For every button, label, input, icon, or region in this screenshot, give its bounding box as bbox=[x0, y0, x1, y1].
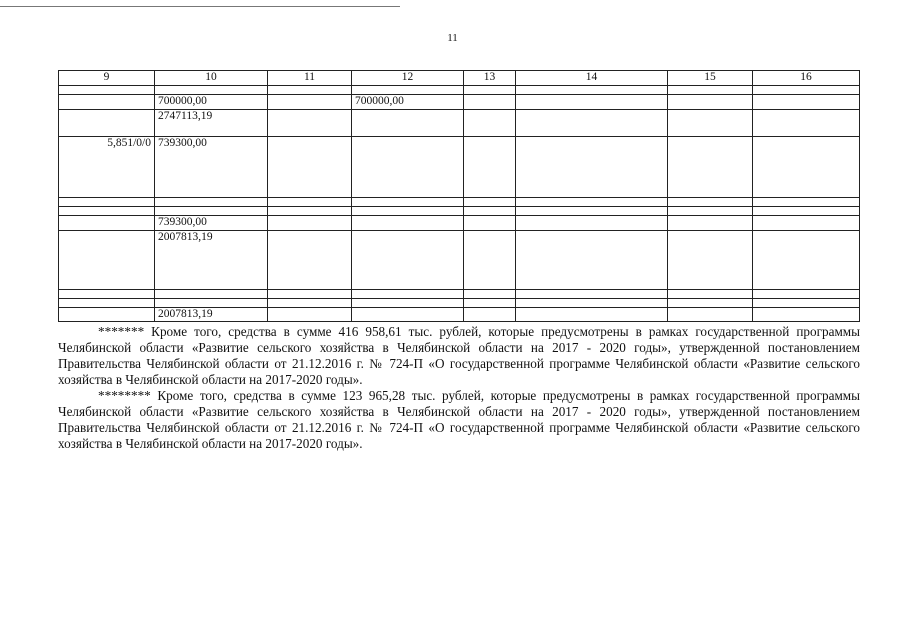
table-cell bbox=[59, 308, 155, 322]
table-cell bbox=[59, 231, 155, 290]
table-row bbox=[59, 110, 860, 137]
table-row bbox=[59, 290, 860, 299]
table-row bbox=[59, 216, 860, 231]
table-cell bbox=[668, 95, 753, 110]
table-cell bbox=[268, 308, 352, 322]
footnote-7: ******* Кроме того, средства в сумме 416 958,61 тыс. рублей, которые предусмотрены в рамках государственной программы Челябинской области «Развитие сельского хозяйства в Челябинской области на 2017 - 2020 годы», утвержденной постановлением Правительства Челябинской области от 21.12.2016 г. № 724-П «О государственной программе Челябинской области «Развитие сельского хозяйства в Челябинской области на 2017-2020 годы». bbox=[58, 324, 860, 387]
table-cell: 2747113,19 bbox=[155, 110, 268, 137]
table-cell bbox=[268, 231, 352, 290]
table-cell bbox=[516, 290, 668, 299]
table-cell bbox=[464, 299, 516, 308]
table-cell bbox=[516, 207, 668, 216]
table-cell bbox=[352, 308, 464, 322]
table-cell bbox=[668, 207, 753, 216]
table-cell bbox=[268, 299, 352, 308]
table-cell bbox=[155, 207, 268, 216]
table-cell: 2007813,19 bbox=[155, 231, 268, 290]
table-cell bbox=[464, 110, 516, 137]
table-cell bbox=[668, 110, 753, 137]
table-cell bbox=[352, 216, 464, 231]
table-cell bbox=[268, 86, 352, 95]
table-cell bbox=[753, 299, 860, 308]
table-cell bbox=[753, 95, 860, 110]
table-cell bbox=[268, 137, 352, 198]
table-cell: 5,851/0/0 bbox=[59, 137, 155, 198]
table-cell bbox=[59, 198, 155, 207]
data-table bbox=[58, 70, 860, 322]
table-row bbox=[59, 207, 860, 216]
table-row bbox=[59, 86, 860, 95]
table-cell bbox=[155, 299, 268, 308]
table-cell bbox=[59, 95, 155, 110]
table-cell bbox=[516, 198, 668, 207]
table-row bbox=[59, 308, 860, 322]
column-header: 14 bbox=[516, 71, 668, 86]
table-cell bbox=[516, 216, 668, 231]
table-row bbox=[59, 299, 860, 308]
table-cell bbox=[59, 110, 155, 137]
table-cell: 739300,00 bbox=[155, 137, 268, 198]
table-cell: 739300,00 bbox=[155, 216, 268, 231]
table-cell bbox=[668, 231, 753, 290]
table-row bbox=[59, 95, 860, 110]
table-cell bbox=[668, 198, 753, 207]
table-cell: 2007813,19 bbox=[155, 308, 268, 322]
table-cell bbox=[59, 216, 155, 231]
table-cell bbox=[464, 198, 516, 207]
column-header: 15 bbox=[668, 71, 753, 86]
table-cell bbox=[464, 86, 516, 95]
table-cell bbox=[668, 137, 753, 198]
table-cell bbox=[516, 231, 668, 290]
table-cell bbox=[268, 110, 352, 137]
table-cell bbox=[352, 231, 464, 290]
column-header: 10 bbox=[155, 71, 268, 86]
table-cell bbox=[268, 290, 352, 299]
table-cell bbox=[753, 198, 860, 207]
table-cell bbox=[668, 86, 753, 95]
table-cell bbox=[753, 110, 860, 137]
table-cell bbox=[753, 290, 860, 299]
table-cell bbox=[516, 299, 668, 308]
table-cell bbox=[268, 207, 352, 216]
table-cell bbox=[668, 308, 753, 322]
table-cell bbox=[464, 290, 516, 299]
table-cell bbox=[464, 95, 516, 110]
table-cell bbox=[753, 216, 860, 231]
table-cell bbox=[753, 86, 860, 95]
footnotes bbox=[58, 324, 860, 452]
table-cell bbox=[464, 231, 516, 290]
table-header-row bbox=[59, 71, 860, 86]
table-cell bbox=[155, 86, 268, 95]
table-row bbox=[59, 231, 860, 290]
table-cell bbox=[668, 290, 753, 299]
table-cell bbox=[516, 137, 668, 198]
table-cell bbox=[352, 137, 464, 198]
table-cell bbox=[516, 308, 668, 322]
table-cell bbox=[516, 86, 668, 95]
table-cell bbox=[352, 290, 464, 299]
table-cell bbox=[352, 207, 464, 216]
table-cell bbox=[753, 137, 860, 198]
table-cell bbox=[352, 299, 464, 308]
page-number: 11 bbox=[447, 32, 458, 44]
table-cell: 700000,00 bbox=[155, 95, 268, 110]
table-cell bbox=[268, 95, 352, 110]
table-cell bbox=[268, 198, 352, 207]
column-header: 13 bbox=[464, 71, 516, 86]
table-cell bbox=[516, 110, 668, 137]
table-cell bbox=[59, 299, 155, 308]
table-row bbox=[59, 198, 860, 207]
table-cell bbox=[155, 198, 268, 207]
table-cell bbox=[464, 137, 516, 198]
column-header: 16 bbox=[753, 71, 860, 86]
table-cell bbox=[516, 95, 668, 110]
table-cell bbox=[59, 207, 155, 216]
table-cell bbox=[753, 231, 860, 290]
table-cell: 700000,00 bbox=[352, 95, 464, 110]
column-header: 9 bbox=[59, 71, 155, 86]
table-cell bbox=[668, 299, 753, 308]
table-cell bbox=[352, 198, 464, 207]
table-cell bbox=[155, 290, 268, 299]
table-cell bbox=[59, 86, 155, 95]
table-row bbox=[59, 137, 860, 198]
table-cell bbox=[753, 207, 860, 216]
column-header: 11 bbox=[268, 71, 352, 86]
column-header: 12 bbox=[352, 71, 464, 86]
table-cell bbox=[352, 86, 464, 95]
table-cell bbox=[352, 110, 464, 137]
table-cell bbox=[464, 216, 516, 231]
footnote-8: ******** Кроме того, средства в сумме 123 965,28 тыс. рублей, которые предусмотрены в рамках государственной программы Челябинской области «Развитие сельского хозяйства в Челябинской области на 2017 - 2020 годы», утвержденной постановлением Правительства Челябинской области от 21.12.2016 г. № 724-П «О государственной программе Челябинской области «Развитие сельского хозяйства в Челябинской области на 2017-2020 годы». bbox=[58, 388, 860, 451]
table-cell bbox=[668, 216, 753, 231]
table-cell bbox=[464, 308, 516, 322]
table-cell bbox=[268, 216, 352, 231]
table-cell bbox=[464, 207, 516, 216]
table-cell bbox=[59, 290, 155, 299]
table-cell bbox=[753, 308, 860, 322]
header-rule bbox=[0, 6, 400, 7]
